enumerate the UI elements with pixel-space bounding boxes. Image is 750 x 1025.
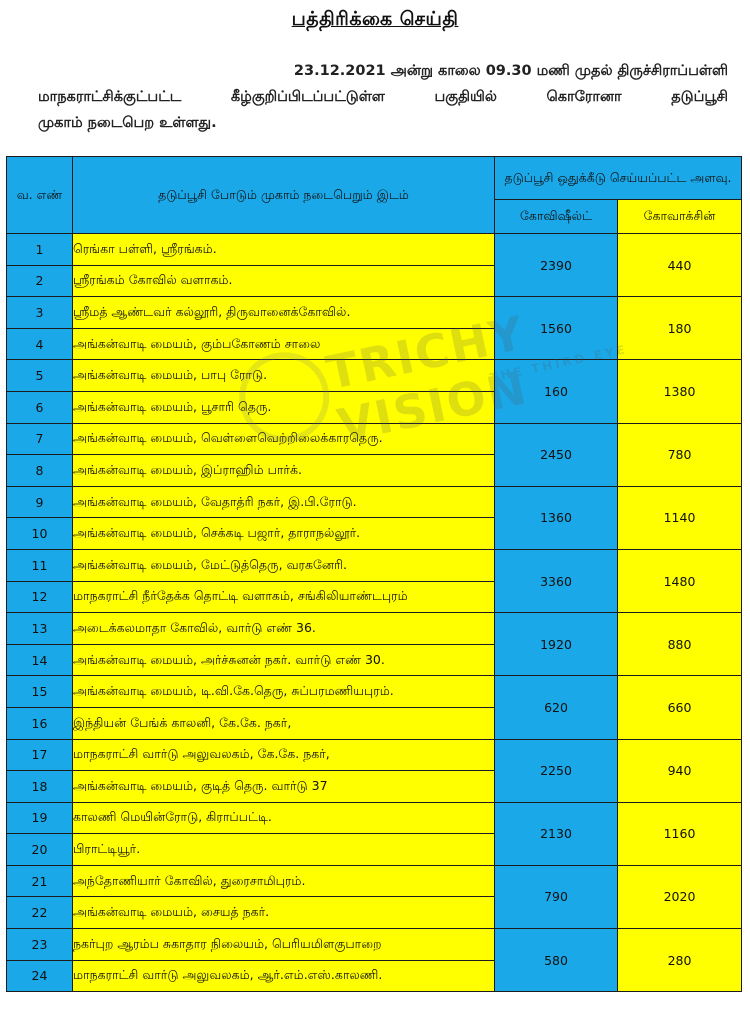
location-cell: அங்கன்வாடி மையம், பூசாரி தெரு. — [73, 391, 495, 423]
location-cell: அங்கன்வாடி மையம், சையத் நகர். — [73, 897, 495, 929]
location-cell: மாநகராட்சி வார்டு அலுவலகம், ஆர்.எம்.எஸ்.காலணி. — [73, 960, 495, 992]
header-allocated-quantity: தடுப்பூசி ஒதுக்கீடு செய்யப்பட்ட அளவு. — [495, 157, 742, 200]
covishield-allocation-cell: 580 — [495, 929, 618, 992]
location-cell: நகர்புற ஆரம்ப சுகாதார நிலையம், பெரியமிளகுபாறை — [73, 929, 495, 961]
covishield-allocation-cell: 2450 — [495, 423, 618, 486]
covaxin-allocation-cell: 1140 — [618, 486, 742, 549]
intro-line-3: முகாம் நடைபெற உள்ளது. — [38, 115, 217, 131]
covishield-allocation-cell: 1360 — [495, 486, 618, 549]
covaxin-allocation-cell: 880 — [618, 613, 742, 676]
serial-number-cell: 9 — [7, 486, 73, 518]
table-row — [7, 423, 742, 455]
table-row — [7, 802, 742, 834]
covaxin-allocation-cell: 280 — [618, 929, 742, 992]
covaxin-allocation-cell: 1380 — [618, 360, 742, 423]
header-covishield: கோவிஷீல்ட் — [495, 200, 618, 234]
serial-number-cell: 11 — [7, 549, 73, 581]
serial-number-cell: 15 — [7, 676, 73, 708]
location-cell: அந்தோணியார் கோவில், துரைசாமிபுரம். — [73, 865, 495, 897]
serial-number-cell: 16 — [7, 707, 73, 739]
covishield-allocation-cell: 1920 — [495, 613, 618, 676]
serial-number-cell: 23 — [7, 929, 73, 961]
location-cell: அங்கன்வாடி மையம், டி.வி.கே.தெரு, சுப்பரமணியபுரம். — [73, 676, 495, 708]
serial-number-cell: 20 — [7, 834, 73, 866]
location-cell: அங்கன்வாடி மையம், செக்கடி பஜார், தாராநல்லூர். — [73, 518, 495, 550]
location-cell: அங்கன்வாடி மையம், மேட்டுத்தெரு, வரகனேரி. — [73, 549, 495, 581]
intro-line-2: மாநகராட்சிக்குட்பட்ட கீழ்குறிப்பிடப்பட்டுள்ள பகுதியில் கொரோனா தடுப்பூசி — [38, 89, 728, 105]
table-row — [7, 297, 742, 329]
table-row — [7, 613, 742, 645]
location-cell: ஸ்ரீமத் ஆண்டவர் கல்லூரி, திருவானைக்கோவில். — [73, 297, 495, 329]
intro-paragraph — [38, 58, 728, 136]
location-cell: இந்தியன் பேங்க் காலனி, கே.கே. நகர், — [73, 707, 495, 739]
location-cell: அங்கன்வாடி மையம், கும்பகோணம் சாலை — [73, 328, 495, 360]
covaxin-allocation-cell: 660 — [618, 676, 742, 739]
serial-number-cell: 21 — [7, 865, 73, 897]
location-cell: அங்கன்வாடி மையம், வேதாத்ரி நகர், இ.பி.ரோடு. — [73, 486, 495, 518]
location-cell: ரெங்கா பள்ளி, ஸ்ரீரங்கம். — [73, 234, 495, 266]
covaxin-allocation-cell: 180 — [618, 297, 742, 360]
location-cell: அங்கன்வாடி மையம், பாபு ரோடு. — [73, 360, 495, 392]
table-row — [7, 549, 742, 581]
covaxin-allocation-cell: 780 — [618, 423, 742, 486]
table-body — [7, 234, 742, 992]
covishield-allocation-cell: 620 — [495, 676, 618, 739]
covishield-allocation-cell: 2250 — [495, 739, 618, 802]
location-cell: பிராட்டியூர். — [73, 834, 495, 866]
location-cell: அங்கன்வாடி மையம், இப்ராஹிம் பார்க். — [73, 455, 495, 487]
table-row — [7, 676, 742, 708]
covishield-allocation-cell: 3360 — [495, 549, 618, 612]
location-cell: அங்கன்வாடி மையம், குடித் தெரு. வார்டு 37 — [73, 771, 495, 803]
serial-number-cell: 4 — [7, 328, 73, 360]
serial-number-cell: 12 — [7, 581, 73, 613]
vaccination-camp-table — [6, 156, 742, 992]
covishield-allocation-cell: 1560 — [495, 297, 618, 360]
serial-number-cell: 7 — [7, 423, 73, 455]
covishield-allocation-cell: 2130 — [495, 802, 618, 865]
serial-number-cell: 13 — [7, 613, 73, 645]
intro-line-1: 23.12.2021 அன்று காலை 09.30 மணி முதல் திருச்சிராப்பள்ளி — [293, 63, 728, 79]
table-row — [7, 929, 742, 961]
covishield-allocation-cell: 160 — [495, 360, 618, 423]
covaxin-allocation-cell: 1160 — [618, 802, 742, 865]
table-row — [7, 486, 742, 518]
serial-number-cell: 14 — [7, 644, 73, 676]
header-serial-number: வ. எண் — [7, 157, 73, 234]
table-row — [7, 739, 742, 771]
serial-number-cell: 18 — [7, 771, 73, 803]
serial-number-cell: 3 — [7, 297, 73, 329]
location-cell: மாநகராட்சி நீர்தேக்க தொட்டி வளாகம், சங்கிலியாண்டபுரம் — [73, 581, 495, 613]
covishield-allocation-cell: 2390 — [495, 234, 618, 297]
location-cell: ஸ்ரீரங்கம் கோவில் வளாகம். — [73, 265, 495, 297]
serial-number-cell: 22 — [7, 897, 73, 929]
serial-number-cell: 2 — [7, 265, 73, 297]
serial-number-cell: 1 — [7, 234, 73, 266]
serial-number-cell: 24 — [7, 960, 73, 992]
serial-number-cell: 17 — [7, 739, 73, 771]
serial-number-cell: 10 — [7, 518, 73, 550]
covaxin-allocation-cell: 1480 — [618, 549, 742, 612]
serial-number-cell: 6 — [7, 391, 73, 423]
covaxin-allocation-cell: 2020 — [618, 865, 742, 928]
serial-number-cell: 5 — [7, 360, 73, 392]
location-cell: அடைக்கலமாதா கோவில், வார்டு எண் 36. — [73, 613, 495, 645]
header-camp-location: தடுப்பூசி போடும் முகாம் நடைபெறும் இடம் — [73, 157, 495, 234]
serial-number-cell: 8 — [7, 455, 73, 487]
table-row — [7, 865, 742, 897]
covaxin-allocation-cell: 440 — [618, 234, 742, 297]
table-row — [7, 360, 742, 392]
location-cell: மாநகராட்சி வார்டு அலுவலகம், கே.கே. நகர், — [73, 739, 495, 771]
table-row — [7, 234, 742, 266]
header-covaxin: கோவாக்சின் — [618, 200, 742, 234]
covishield-allocation-cell: 790 — [495, 865, 618, 928]
location-cell: காலணி மெயின்ரோடு, கிராப்பட்டி. — [73, 802, 495, 834]
page-title: பத்திரிக்கை செய்தி — [291, 8, 459, 30]
location-cell: அங்கன்வாடி மையம், வெள்ளைவெற்றிலைக்காரதெரு. — [73, 423, 495, 455]
location-cell: அங்கன்வாடி மையம், அர்ச்சுனன் நகர். வார்டு எண் 30. — [73, 644, 495, 676]
serial-number-cell: 19 — [7, 802, 73, 834]
covaxin-allocation-cell: 940 — [618, 739, 742, 802]
